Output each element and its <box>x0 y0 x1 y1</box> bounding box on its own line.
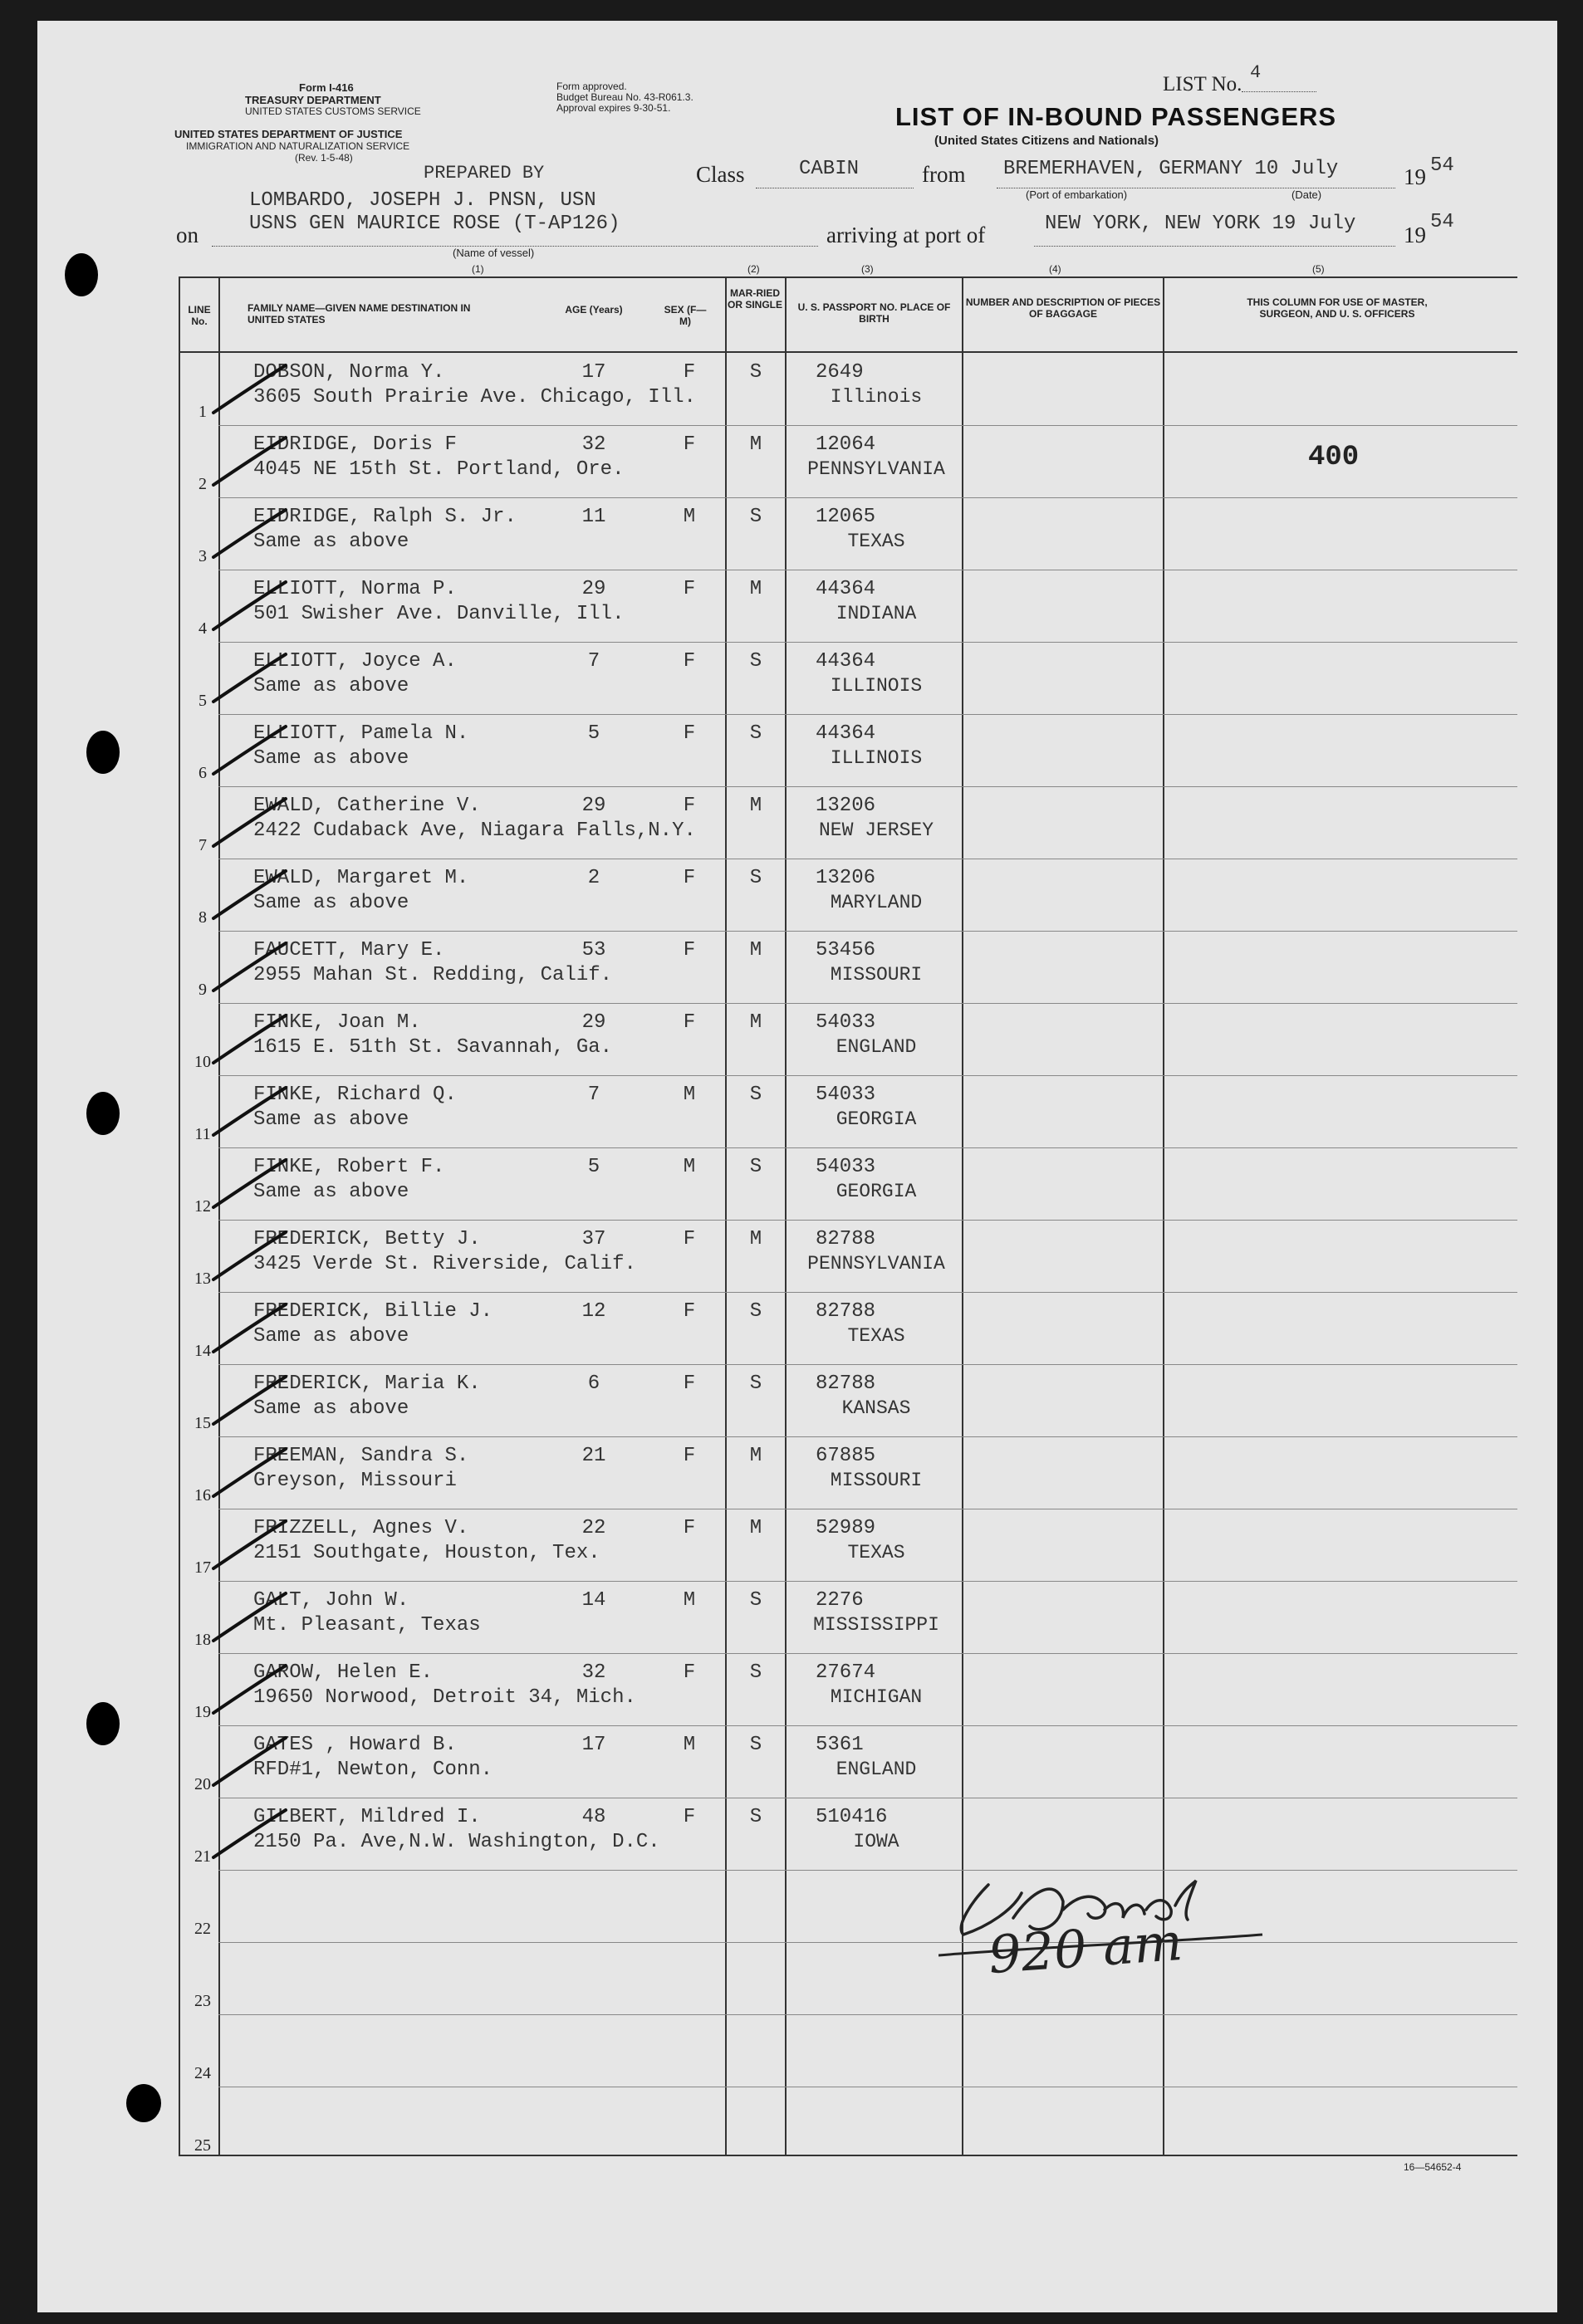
sex-value: F <box>683 433 696 456</box>
passport-number: 44364 <box>816 578 876 600</box>
list-no-value: 4 <box>1250 62 1262 83</box>
age-value: 17 <box>581 361 606 384</box>
col-header-baggage: NUMBER AND DESCRIPTION OF PIECES OF BAGGAGE <box>965 296 1161 320</box>
port-of-embarkation: BREMERHAVEN, GERMANY 10 July <box>1003 158 1339 180</box>
marital-status: M <box>749 939 762 961</box>
passenger-name: GATES , Howard B. <box>253 1734 457 1756</box>
line-number: 19 <box>194 1703 211 1721</box>
age-value: 32 <box>581 1661 606 1684</box>
age-value: 21 <box>581 1445 606 1467</box>
passenger-name: ELLIOTT, Norma P. <box>253 578 457 600</box>
passenger-name: ELLIOTT, Joyce A. <box>253 650 457 673</box>
prepared-by-label: PREPARED BY <box>424 163 545 183</box>
place-of-birth: ENGLAND <box>836 1759 917 1780</box>
marital-status: S <box>749 1589 762 1612</box>
place-of-birth: MISSOURI <box>830 1470 923 1491</box>
age-value: 11 <box>581 506 606 528</box>
sex-value: F <box>683 1228 696 1250</box>
approval-line-1: Form approved. <box>556 81 627 92</box>
row-divider <box>218 1292 1517 1293</box>
class-value: CABIN <box>799 158 860 180</box>
table-top-border <box>179 276 1517 278</box>
vessel-note: (Name of vessel) <box>453 247 535 259</box>
col-divider <box>179 276 180 2156</box>
marital-status: M <box>749 1445 762 1467</box>
line-number: 20 <box>194 1775 211 1793</box>
passport-number: 82788 <box>816 1228 876 1250</box>
age-value: 29 <box>581 795 606 817</box>
col-num-1: (1) <box>472 263 484 275</box>
col-num-3: (3) <box>861 263 874 275</box>
place-of-birth: ILLINOIS <box>830 675 923 697</box>
line-number: 6 <box>198 764 207 782</box>
row-divider <box>218 1581 1517 1582</box>
passenger-name: FINKE, Joan M. <box>253 1011 421 1034</box>
line-number: 23 <box>194 1992 211 2010</box>
check-mark-icon <box>209 361 292 419</box>
binder-hole <box>86 731 120 774</box>
passenger-name: FINKE, Richard Q. <box>253 1084 457 1106</box>
passport-number: 510416 <box>816 1806 888 1828</box>
passenger-name: EWALD, Catherine V. <box>253 795 481 817</box>
destination: 3425 Verde St. Riverside, Calif. <box>253 1253 636 1275</box>
col-header-sex: SEX (F—M) <box>664 304 707 327</box>
sex-value: F <box>683 1300 696 1323</box>
revision-label: (Rev. 1-5-48) <box>295 152 353 164</box>
age-value: 14 <box>581 1589 606 1612</box>
check-mark-icon <box>209 1734 292 1792</box>
age-value: 12 <box>581 1300 606 1323</box>
passport-number: 13206 <box>816 795 876 817</box>
age-value: 6 <box>587 1372 600 1395</box>
binder-hole <box>86 1702 120 1745</box>
check-mark-icon <box>209 1228 292 1286</box>
age-value: 7 <box>587 1084 600 1106</box>
place-of-birth: ILLINOIS <box>830 747 923 769</box>
row-divider <box>218 1870 1517 1871</box>
age-value: 17 <box>581 1734 606 1756</box>
customs-service: UNITED STATES CUSTOMS SERVICE <box>245 105 421 117</box>
marital-status: M <box>749 1228 762 1250</box>
col-num-5: (5) <box>1312 263 1325 275</box>
destination: Same as above <box>253 1108 409 1131</box>
row-divider <box>218 1942 1517 1943</box>
passport-number: 12064 <box>816 433 876 456</box>
passport-number: 54033 <box>816 1156 876 1178</box>
row-divider <box>218 1147 1517 1148</box>
passenger-name: FREDERICK, Betty J. <box>253 1228 481 1250</box>
sex-value: M <box>683 1156 696 1178</box>
age-value: 5 <box>587 722 600 745</box>
marital-status: S <box>749 506 762 528</box>
line-number: 10 <box>194 1053 211 1071</box>
check-mark-icon <box>209 1156 292 1214</box>
destination: 2422 Cudaback Ave, Niagara Falls,N.Y. <box>253 820 696 842</box>
marital-status: M <box>749 795 762 817</box>
sex-value: F <box>683 1372 696 1395</box>
sex-value: M <box>683 506 696 528</box>
check-mark-icon <box>209 939 292 997</box>
row-divider <box>218 2014 1517 2015</box>
page-title: LIST OF IN-BOUND PASSENGERS <box>895 102 1337 131</box>
sex-value: F <box>683 1661 696 1684</box>
marital-status: S <box>749 1300 762 1323</box>
passport-number: 44364 <box>816 722 876 745</box>
vessel-name: USNS GEN MAURICE ROSE (T-AP126) <box>249 213 620 235</box>
check-mark-icon <box>209 1445 292 1503</box>
passport-number: 54033 <box>816 1011 876 1034</box>
line-number: 13 <box>194 1270 211 1288</box>
list-no-label: LIST No. <box>1163 73 1242 95</box>
sex-value: F <box>683 361 696 384</box>
passenger-name: FREDERICK, Billie J. <box>253 1300 493 1323</box>
line-number: 3 <box>198 547 207 565</box>
sex-value: M <box>683 1734 696 1756</box>
passport-number: 13206 <box>816 867 876 889</box>
marital-status: M <box>749 1011 762 1034</box>
sex-value: M <box>683 1589 696 1612</box>
line-number: 4 <box>198 619 207 638</box>
check-mark-icon <box>209 433 292 492</box>
destination: 19650 Norwood, Detroit 34, Mich. <box>253 1686 636 1709</box>
row-divider <box>218 786 1517 787</box>
destination: Same as above <box>253 747 409 770</box>
row-divider <box>218 931 1517 932</box>
passenger-name: EIDRIDGE, Ralph S. Jr. <box>253 506 517 528</box>
age-value: 22 <box>581 1517 606 1539</box>
place-of-birth: MICHIGAN <box>830 1686 923 1708</box>
check-mark-icon <box>209 722 292 780</box>
destination: 3605 South Prairie Ave. Chicago, Ill. <box>253 386 696 409</box>
passport-number: 82788 <box>816 1300 876 1323</box>
row-divider <box>218 714 1517 715</box>
col-header-name: FAMILY NAME—GIVEN NAME DESTINATION IN UNITED STATES <box>247 302 471 325</box>
sex-value: F <box>683 939 696 961</box>
place-of-birth: GEORGIA <box>836 1108 917 1130</box>
destination: Mt. Pleasant, Texas <box>253 1614 481 1637</box>
check-mark-icon <box>209 1806 292 1864</box>
sex-value: F <box>683 650 696 673</box>
marital-status: S <box>749 1084 762 1106</box>
line-number: 8 <box>198 908 207 927</box>
year-2: 54 <box>1430 211 1454 233</box>
col-header-officers: THIS COLUMN FOR USE OF MASTER, SURGEON, AND U. S. OFFICERS <box>1247 296 1428 320</box>
line-number: 22 <box>194 1920 211 1938</box>
line-number: 15 <box>194 1414 211 1432</box>
col-header-passport: U. S. PASSPORT NO. PLACE OF BIRTH <box>797 301 951 325</box>
line-number: 16 <box>194 1486 211 1504</box>
destination: Same as above <box>253 675 409 697</box>
sex-value: F <box>683 1806 696 1828</box>
place-of-birth: Illinois <box>830 386 923 408</box>
marital-status: S <box>749 722 762 745</box>
place-of-birth: GEORGIA <box>836 1181 917 1202</box>
sex-value: F <box>683 1517 696 1539</box>
approval-line-3: Approval expires 9-30-51. <box>556 102 671 114</box>
col-num-2: (2) <box>747 263 760 275</box>
place-of-birth: TEXAS <box>847 1325 905 1347</box>
destination: 2151 Southgate, Houston, Tex. <box>253 1542 600 1564</box>
destination: Same as above <box>253 892 409 914</box>
destination: Same as above <box>253 531 409 553</box>
form-number: Form I-416 <box>299 81 354 94</box>
sex-value: F <box>683 795 696 817</box>
handwritten-time: 920 am <box>986 1911 1185 1986</box>
officer-note: 400 <box>1308 442 1360 473</box>
passport-number: 2276 <box>816 1589 864 1612</box>
passenger-name: GAROW, Helen E. <box>253 1661 434 1684</box>
place-of-birth: MISSISSIPPI <box>813 1614 939 1636</box>
line-number: 18 <box>194 1631 211 1649</box>
passport-number: 44364 <box>816 650 876 673</box>
year-1: 54 <box>1430 154 1454 177</box>
row-divider <box>218 1220 1517 1221</box>
sex-value: F <box>683 867 696 889</box>
port-embark-note: (Port of embarkation) <box>1026 188 1128 201</box>
passenger-name: ELLIOTT, Pamela N. <box>253 722 469 745</box>
row-divider <box>218 425 1517 426</box>
destination: Greyson, Missouri <box>253 1470 457 1492</box>
age-value: 32 <box>581 433 606 456</box>
marital-status: S <box>749 1806 762 1828</box>
table-bottom-border <box>179 2155 1517 2156</box>
passenger-name: GALT, John W. <box>253 1589 409 1612</box>
row-divider <box>218 1725 1517 1726</box>
marital-status: S <box>749 361 762 384</box>
binder-hole <box>86 1092 120 1135</box>
passenger-name: FREDERICK, Maria K. <box>253 1372 481 1395</box>
marital-status: S <box>749 1156 762 1178</box>
line-number: 1 <box>198 403 207 421</box>
marital-status: M <box>749 1517 762 1539</box>
row-divider <box>218 1075 1517 1076</box>
line-number: 24 <box>194 2064 211 2082</box>
check-mark-icon <box>209 1372 292 1431</box>
row-divider <box>218 1003 1517 1004</box>
destination: Same as above <box>253 1397 409 1420</box>
passenger-name: EIDRIDGE, Doris F <box>253 433 457 456</box>
check-mark-icon <box>209 1589 292 1647</box>
place-of-birth: IOWA <box>853 1831 899 1852</box>
on-label: on <box>176 223 198 247</box>
line-number: 5 <box>198 692 207 710</box>
arriving-label: arriving at port of <box>826 223 986 247</box>
preparer-name: LOMBARDO, JOSEPH J. PNSN, USN <box>249 189 596 212</box>
year-prefix-1: 19 <box>1404 164 1426 189</box>
passport-number: 2649 <box>816 361 864 384</box>
check-mark-icon <box>209 578 292 636</box>
destination: 2150 Pa. Ave,N.W. Washington, D.C. <box>253 1831 660 1853</box>
passport-number: 82788 <box>816 1372 876 1395</box>
place-of-birth: KANSAS <box>841 1397 911 1419</box>
place-of-birth: TEXAS <box>847 1542 905 1563</box>
line-number: 9 <box>198 981 207 999</box>
row-divider <box>218 1436 1517 1437</box>
row-divider <box>218 1653 1517 1654</box>
check-mark-icon <box>209 650 292 708</box>
line-number: 7 <box>198 836 207 854</box>
marital-status: S <box>749 650 762 673</box>
col-header-married: MAR-RIED OR SINGLE <box>728 287 783 311</box>
check-mark-icon <box>209 1300 292 1358</box>
sex-value: F <box>683 1011 696 1034</box>
destination: 2955 Mahan St. Redding, Calif. <box>253 964 613 986</box>
passport-number: 27674 <box>816 1661 876 1684</box>
header-bottom-border <box>179 351 1517 353</box>
from-label: from <box>922 162 966 187</box>
place-of-birth: PENNSYLVANIA <box>807 1253 945 1275</box>
sex-value: F <box>683 1445 696 1467</box>
destination: 501 Swisher Ave. Danville, Ill. <box>253 603 625 625</box>
passenger-name: DOBSON, Norma Y. <box>253 361 445 384</box>
check-mark-icon <box>209 1084 292 1142</box>
page-subtitle: (United States Citizens and Nationals) <box>934 134 1159 148</box>
age-value: 5 <box>587 1156 600 1178</box>
class-label: Class <box>696 162 745 187</box>
age-value: 29 <box>581 578 606 600</box>
marital-status: S <box>749 1734 762 1756</box>
line-number: 21 <box>194 1847 211 1866</box>
sex-value: F <box>683 578 696 600</box>
place-of-birth: INDIANA <box>836 603 917 624</box>
binder-hole <box>65 253 98 296</box>
check-mark-icon <box>209 506 292 564</box>
line-number: 17 <box>194 1558 211 1577</box>
destination: 4045 NE 15th St. Portland, Ore. <box>253 458 625 481</box>
age-value: 2 <box>587 867 600 889</box>
line-number: 14 <box>194 1342 211 1360</box>
check-mark-icon <box>209 795 292 853</box>
passport-number: 52989 <box>816 1517 876 1539</box>
passport-number: 54033 <box>816 1084 876 1106</box>
binder-hole <box>126 2084 161 2122</box>
destination: Same as above <box>253 1325 409 1348</box>
passenger-name: FREEMAN, Sandra S. <box>253 1445 469 1467</box>
passenger-name: GILBERT, Mildred I. <box>253 1806 481 1828</box>
age-value: 29 <box>581 1011 606 1034</box>
passenger-name: FAUCETT, Mary E. <box>253 939 445 961</box>
place-of-birth: MISSOURI <box>830 964 923 986</box>
col-header-line: LINE No. <box>188 304 211 327</box>
form-print-code: 16—54652-4 <box>1404 2161 1462 2173</box>
place-of-birth: ENGLAND <box>836 1036 917 1058</box>
age-value: 7 <box>587 650 600 673</box>
destination: RFD#1, Newton, Conn. <box>253 1759 493 1781</box>
approval-line-2: Budget Bureau No. 43-R061.3. <box>556 91 693 103</box>
marital-status: M <box>749 578 762 600</box>
row-divider <box>218 497 1517 498</box>
year-prefix-2: 19 <box>1404 223 1426 247</box>
port-of-arrival: NEW YORK, NEW YORK 19 July <box>1045 213 1356 235</box>
date-note: (Date) <box>1291 188 1322 201</box>
age-value: 48 <box>581 1806 606 1828</box>
destination: 1615 E. 51th St. Savannah, Ga. <box>253 1036 613 1059</box>
age-value: 53 <box>581 939 606 961</box>
check-mark-icon <box>209 1517 292 1575</box>
line-number: 12 <box>194 1197 211 1216</box>
place-of-birth: PENNSYLVANIA <box>807 458 945 480</box>
ins-label: IMMIGRATION AND NATURALIZATION SERVICE <box>186 140 410 152</box>
check-mark-icon <box>209 1661 292 1720</box>
place-of-birth: NEW JERSEY <box>818 820 934 841</box>
justice-dept: UNITED STATES DEPARTMENT OF JUSTICE <box>174 128 403 140</box>
passenger-name: FINKE, Robert F. <box>253 1156 445 1178</box>
passenger-name: FRIZZELL, Agnes V. <box>253 1517 469 1539</box>
passport-number: 53456 <box>816 939 876 961</box>
destination: Same as above <box>253 1181 409 1203</box>
row-divider <box>218 642 1517 643</box>
col-header-age: AGE (Years) <box>565 304 623 316</box>
row-divider <box>218 1364 1517 1365</box>
passport-number: 12065 <box>816 506 876 528</box>
sex-value: F <box>683 722 696 745</box>
treasury-dept: TREASURY DEPARTMENT <box>245 94 381 106</box>
check-mark-icon <box>209 867 292 925</box>
place-of-birth: TEXAS <box>847 531 905 552</box>
marital-status: S <box>749 1661 762 1684</box>
marital-status: M <box>749 433 762 456</box>
line-number: 25 <box>194 2136 211 2155</box>
marital-status: S <box>749 1372 762 1395</box>
sex-value: M <box>683 1084 696 1106</box>
check-mark-icon <box>209 1011 292 1069</box>
col-num-4: (4) <box>1049 263 1061 275</box>
place-of-birth: MARYLAND <box>830 892 923 913</box>
age-value: 37 <box>581 1228 606 1250</box>
col-divider <box>725 276 727 2156</box>
line-number: 11 <box>194 1125 211 1143</box>
passport-number: 67885 <box>816 1445 876 1467</box>
col-divider <box>785 276 787 2156</box>
passenger-name: EWALD, Margaret M. <box>253 867 469 889</box>
marital-status: S <box>749 867 762 889</box>
line-number: 2 <box>198 475 207 493</box>
passport-number: 5361 <box>816 1734 864 1756</box>
